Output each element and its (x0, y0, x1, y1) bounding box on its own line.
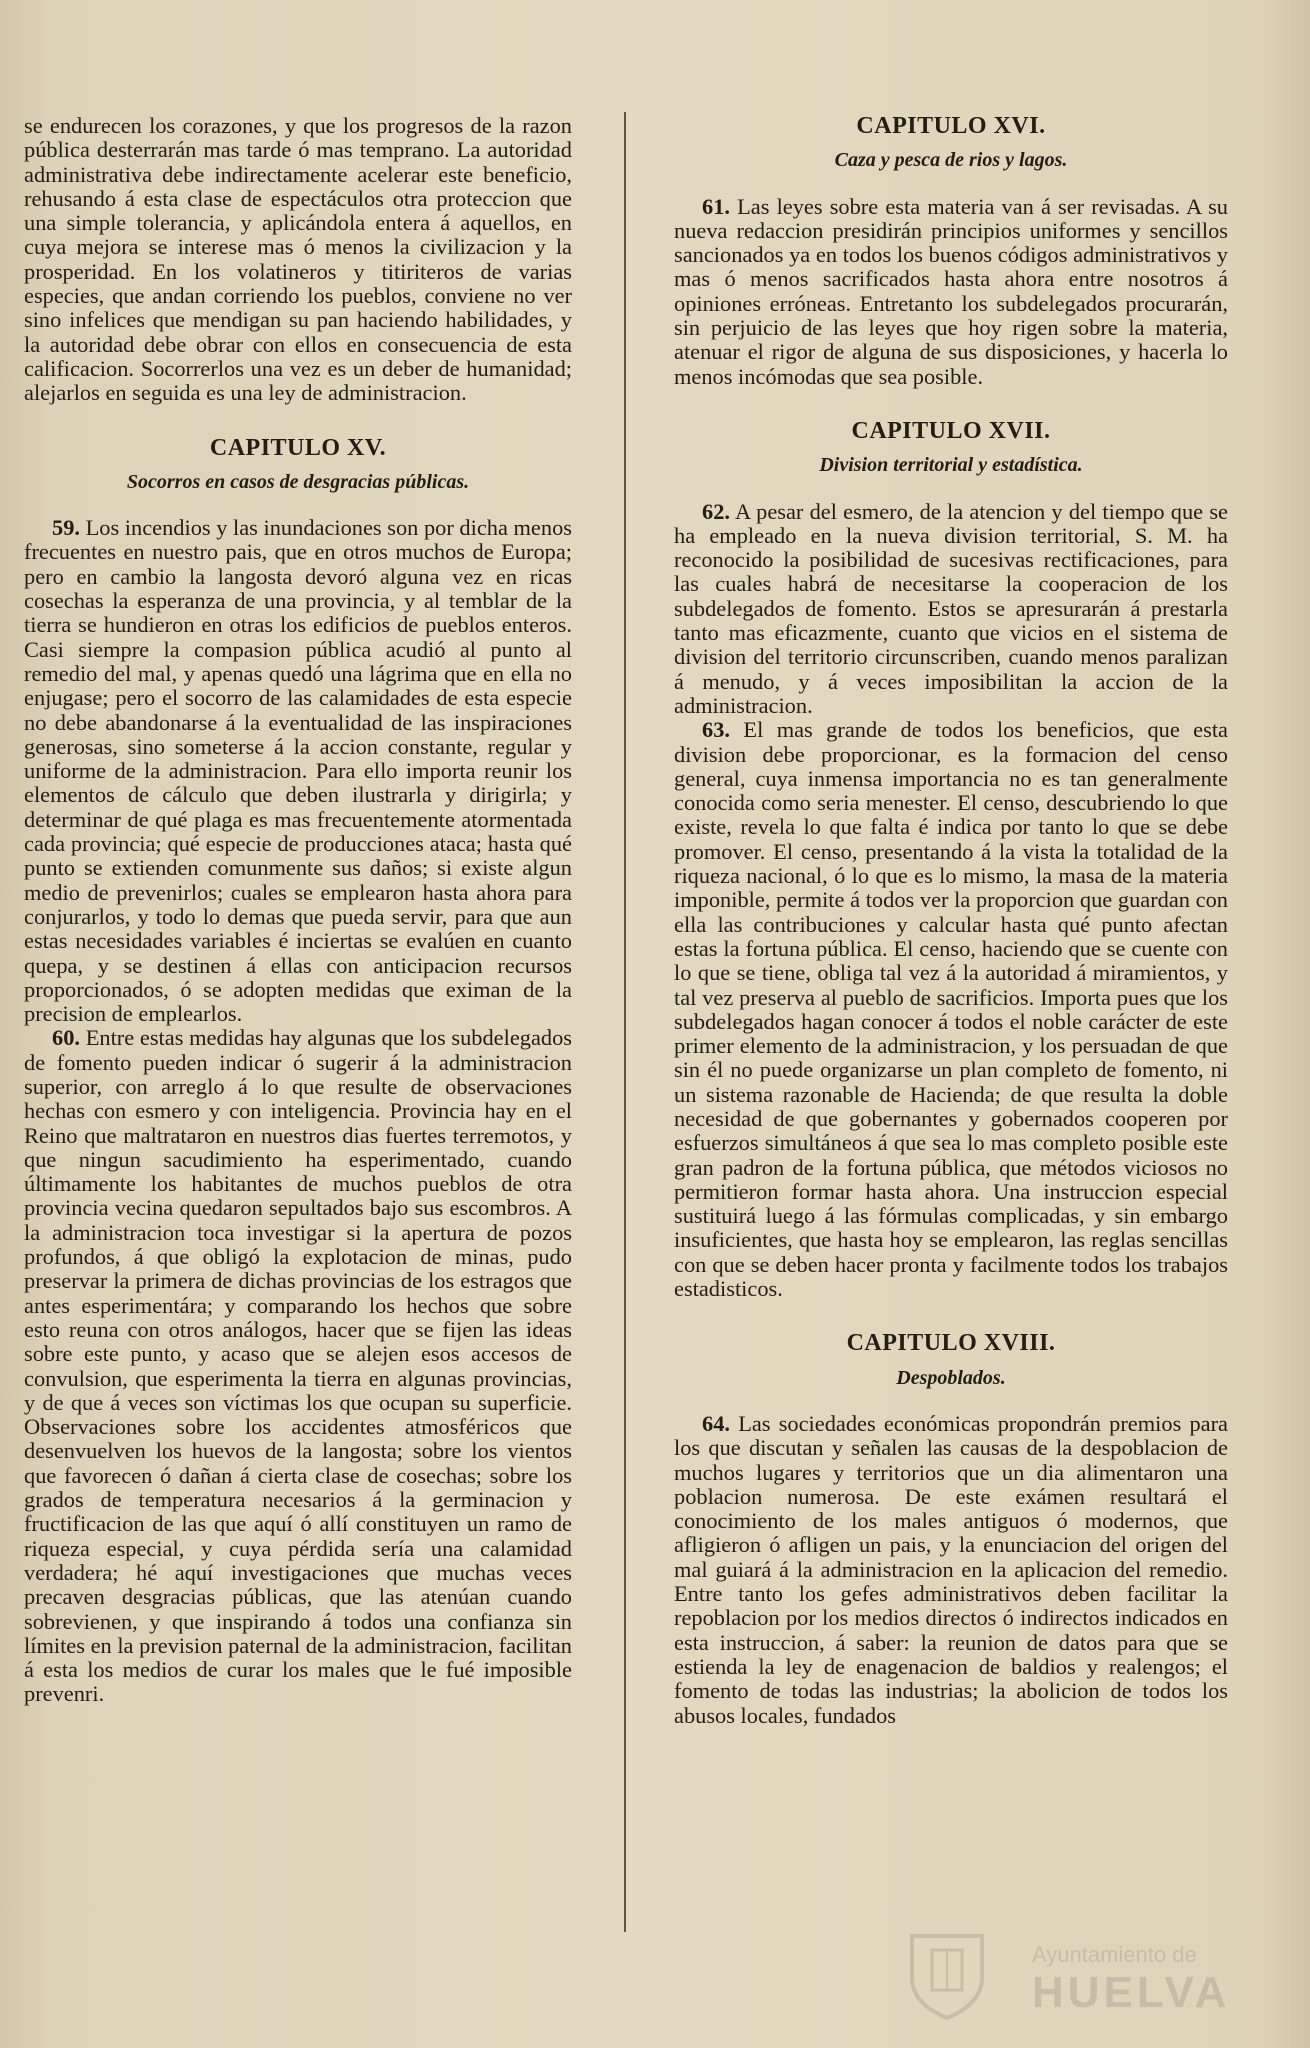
paragraph-number: 60. (52, 1025, 80, 1051)
paragraph-64 (674, 1412, 1228, 1728)
paragraph-text: Los incendios y las inundaciones son por dicha menos frecuentes en nuestro pais, que en otros muchos de Europa; pero en cambio la langosta devoró alguna vez en ricas cosechas la esperanza de una provincia, y al temblar de la tierra se hundieron en otras los edificios de pueblos enteros. Casi siempre la compasion pública acudió al punto al remedio del mal, y apenas quedó una lágrima que en ella no enjugase; pero el socorro de las calamidades de esta especie no debe abandonarse á la eventualidad de las inspiraciones generosas, sino someterse á la accion constante, regular y uniforme de la administracion. Para ello importa reunir los elementos de cálculo que deben ilustrarla y dirigirla; y determinar de qué plaga es mas frecuentemente atormentada cada provincia; qué especie de producciones ataca; hasta qué punto se extienden comunmente sus daños; si existe algun medio de prevenirlos; cuales se emplearon hasta ahora para conjurarlos, y todo lo demas que pueda servir, para que aun estas necesidades variables é inciertas se evalúen en cuanto quepa, y se destinen á ellas con anticipacion recursos proporcionados, ó se adopten medidas que eximan de la precision de emplearlos. (24, 515, 572, 1027)
right-column (674, 114, 1228, 1728)
paragraph-number: 63. (702, 717, 730, 743)
paragraph-59 (24, 516, 572, 1026)
paragraph-60 (24, 1026, 572, 1706)
chapter-17-subtitle: Division territorial y estadística. (819, 454, 1083, 477)
paragraph-text: El mas grande de todos los beneficios, que esta division debe proporcionar, es la formacion del censo general, cuya inmensa importancia no es tan generalmente conocida como seria menester. El censo, descubriendo lo que existe, revela lo que falta é indica por tanto lo que se debe promover. El censo, presentando á la vista la totalidad de la riqueza nacional, ó lo que es lo mismo, la masa de la materia imponible, permite á todos ver la proporcion que guardan con ella las contribuciones y calcular hasta qué punto afectan estas la fortuna pública. El censo, haciendo que se cuente con lo que se tiene, obliga tal vez á la autoridad á miramientos, y tal vez preserva al pueblo de sacrificios. Importa pues que los subdelegados hagan conocer á todos el noble carácter de este primer elemento de la administracion, y los persuadan de que sin él no puede organizarse un plan completo de fomento, ni un sistema razonable de Hacienda; de que resulta la doble necesidad de que gobernantes y gobernados cooperen por esfuerzos simultáneos á que sea lo mas completo posible este gran padron de la fortuna pública, que métodos viciosos no permitieron formar hasta ahora. Una instruccion especial sustituirá luego á las fórmulas complicadas, y sin embargo insuficientes, que hasta hoy se emplearon, las reglas sencillas con que se deben hacer pronta y facilmente todos los trabajos estadisticos. (674, 717, 1228, 1302)
column-divider (624, 112, 626, 1932)
watermark (902, 1930, 1242, 2020)
paragraph-text: Las sociedades económicas propondrán premios para los que discutan y señalen las causas de la despoblacion de muchos lugares y territorios que un dia alimentaron una poblacion numerosa. De este exámen resultará el conocimiento de los males antiguos ó modernos, que afligieron ó afligen un pais, y la enunciacion del origen del mal guiará á la administracion en la aplicacion del remedio. Entre tanto los gefes administrativos deben facilitar la repoblacion por los medios directos ó indirectos indicados en esta instruccion, á saber: la reunion de datos para que se estienda la ley de enagenacion de baldios y realengos; el fomento de todas las industrias; la abolicion de todos los abusos locales, fundados (674, 1410, 1228, 1728)
watermark-line-1: Ayuntamiento de (1032, 1942, 1197, 1967)
paragraph-62 (674, 500, 1228, 719)
paragraph-number: 62. (702, 498, 730, 524)
paragraph-text: Las leyes sobre esta materia van á ser revisadas. A su nueva redaccion presidirán principios uniformes y sencillos sancionados ya en todos los buenos códigos administrativos y mas ó menos sacrificados hasta ahora entre nosotros á opiniones erróneas. Entretanto los subdelegados procurarán, sin perjuicio de las leyes que hoy rigen sobre la materia, atenuar el rigor de alguna de sus disposiciones, y hacerla lo menos incómodas que sea posible. (674, 193, 1228, 389)
chapter-17-title: CAPITULO XVII. (851, 417, 1051, 444)
left-column (24, 114, 572, 1707)
paragraph-number: 59. (52, 515, 80, 541)
chapter-18-subtitle: Despoblados. (896, 1366, 1006, 1389)
paragraph-63 (674, 718, 1228, 1301)
chapter-16-title: CAPITULO XVI. (856, 113, 1046, 139)
chapter-16-subtitle: Caza y pesca de rios y lagos. (834, 149, 1068, 172)
chapter-15-title: CAPITULO XV. (209, 434, 387, 461)
paragraph-text: A pesar del esmero, de la atencion y del tiempo que se ha empleado en la nueva division territorial, S. M. ha reconocido la posibilidad de sucesivas rectificaciones, para las cuales habrá de necesitarse la cooperacion de los subdelegados de fomento. Estos se apresurarán á prestarla tanto mas eficazmente, cuanto que vicios en el sistema de division del territorio circunscriben, cuando menos paralizan á menudo, y á veces imposibilitan la accion de la administracion. (674, 498, 1228, 718)
paragraph-number: 64. (702, 1410, 730, 1436)
watermark-line-2: HUELVA (1032, 1968, 1231, 2017)
chapter-15-subtitle: Socorros en casos de desgracias públicas. (126, 470, 470, 493)
paragraph-text: Entre estas medidas hay algunas que los subdelegados de fomento pueden indicar ó sugerir á la administracion superior, con arreglo á lo que resulte de observaciones hechas con esmero y con inteligencia. Provincia hay en el Reino que maltrataron en nuestros dias fuertes terremotos, y que ningun sacudimiento ha esperimentado, cuando últimamente los habitantes de muchos pueblos de otra provincia vecina quedaron sepultados bajo sus escombros. A la administracion toca investigar si la apertura de pozos profundos, á que obligó la explotacion de minas, pudo preservar la primera de dichas provincias de los estragos que antes esperimentára; y comparando los hechos que sobre esto reuna con otros análogos, hacer que se fijen las ideas sobre este punto, y acaso que se alejen esos accesos de convulsion, que esperimenta la tierra en algunas provincias, y de que á veces son víctimas los que ocupan su superficie. Observaciones sobre los accidentes atmosféricos que desenvuelven los huevos de la langosta; sobre los vientos que favorecen ó dañan á cierta clase de cosechas; sobre los grados de temperatura necesarios á la germinacion y fructificacion de las que aquí ó allí constituyen un ramo de riqueza especial, y cuya pérdida sería una calamidad verdadera; hé aquí investigaciones que muchas veces precaven desgracias públicas, que las atenúan cuando sobrevienen, y que inspirando á todos una confianza sin límites en la prevision paternal de la administracion, facilitan á esta los medios de curar los males que le fué imposible prevenri. (24, 1025, 572, 1707)
city-shield-icon (902, 1930, 992, 2020)
paragraph-number: 61. (702, 193, 730, 219)
intro-paragraph: se endurecen los corazones, y que los progresos de la razon pública desterrarán mas tarde ó mas temprano. La autoridad administrativa debe indirectamente acelerar este beneficio, rehusando á esta clase de espectáculos otra proteccion que una simple tolerancia, y aplicándola entera á aquellos, en cuya mejora se interese mas ó menos la civilizacion y la prosperidad. En los volatineros y titiriteros de varias especies, que andan corriendo los pueblos, conviene no ver sino infelices que mendigan su pan haciendo habilidades, y la autoridad debe obrar con ellos en consecuencia de esta calificacion. Socorrerlos una vez es un deber de humanidad; alejarlos en seguida es una ley de administracion. (24, 113, 572, 406)
chapter-18-title: CAPITULO XVIII. (846, 1330, 1056, 1357)
paragraph-61 (674, 195, 1228, 389)
